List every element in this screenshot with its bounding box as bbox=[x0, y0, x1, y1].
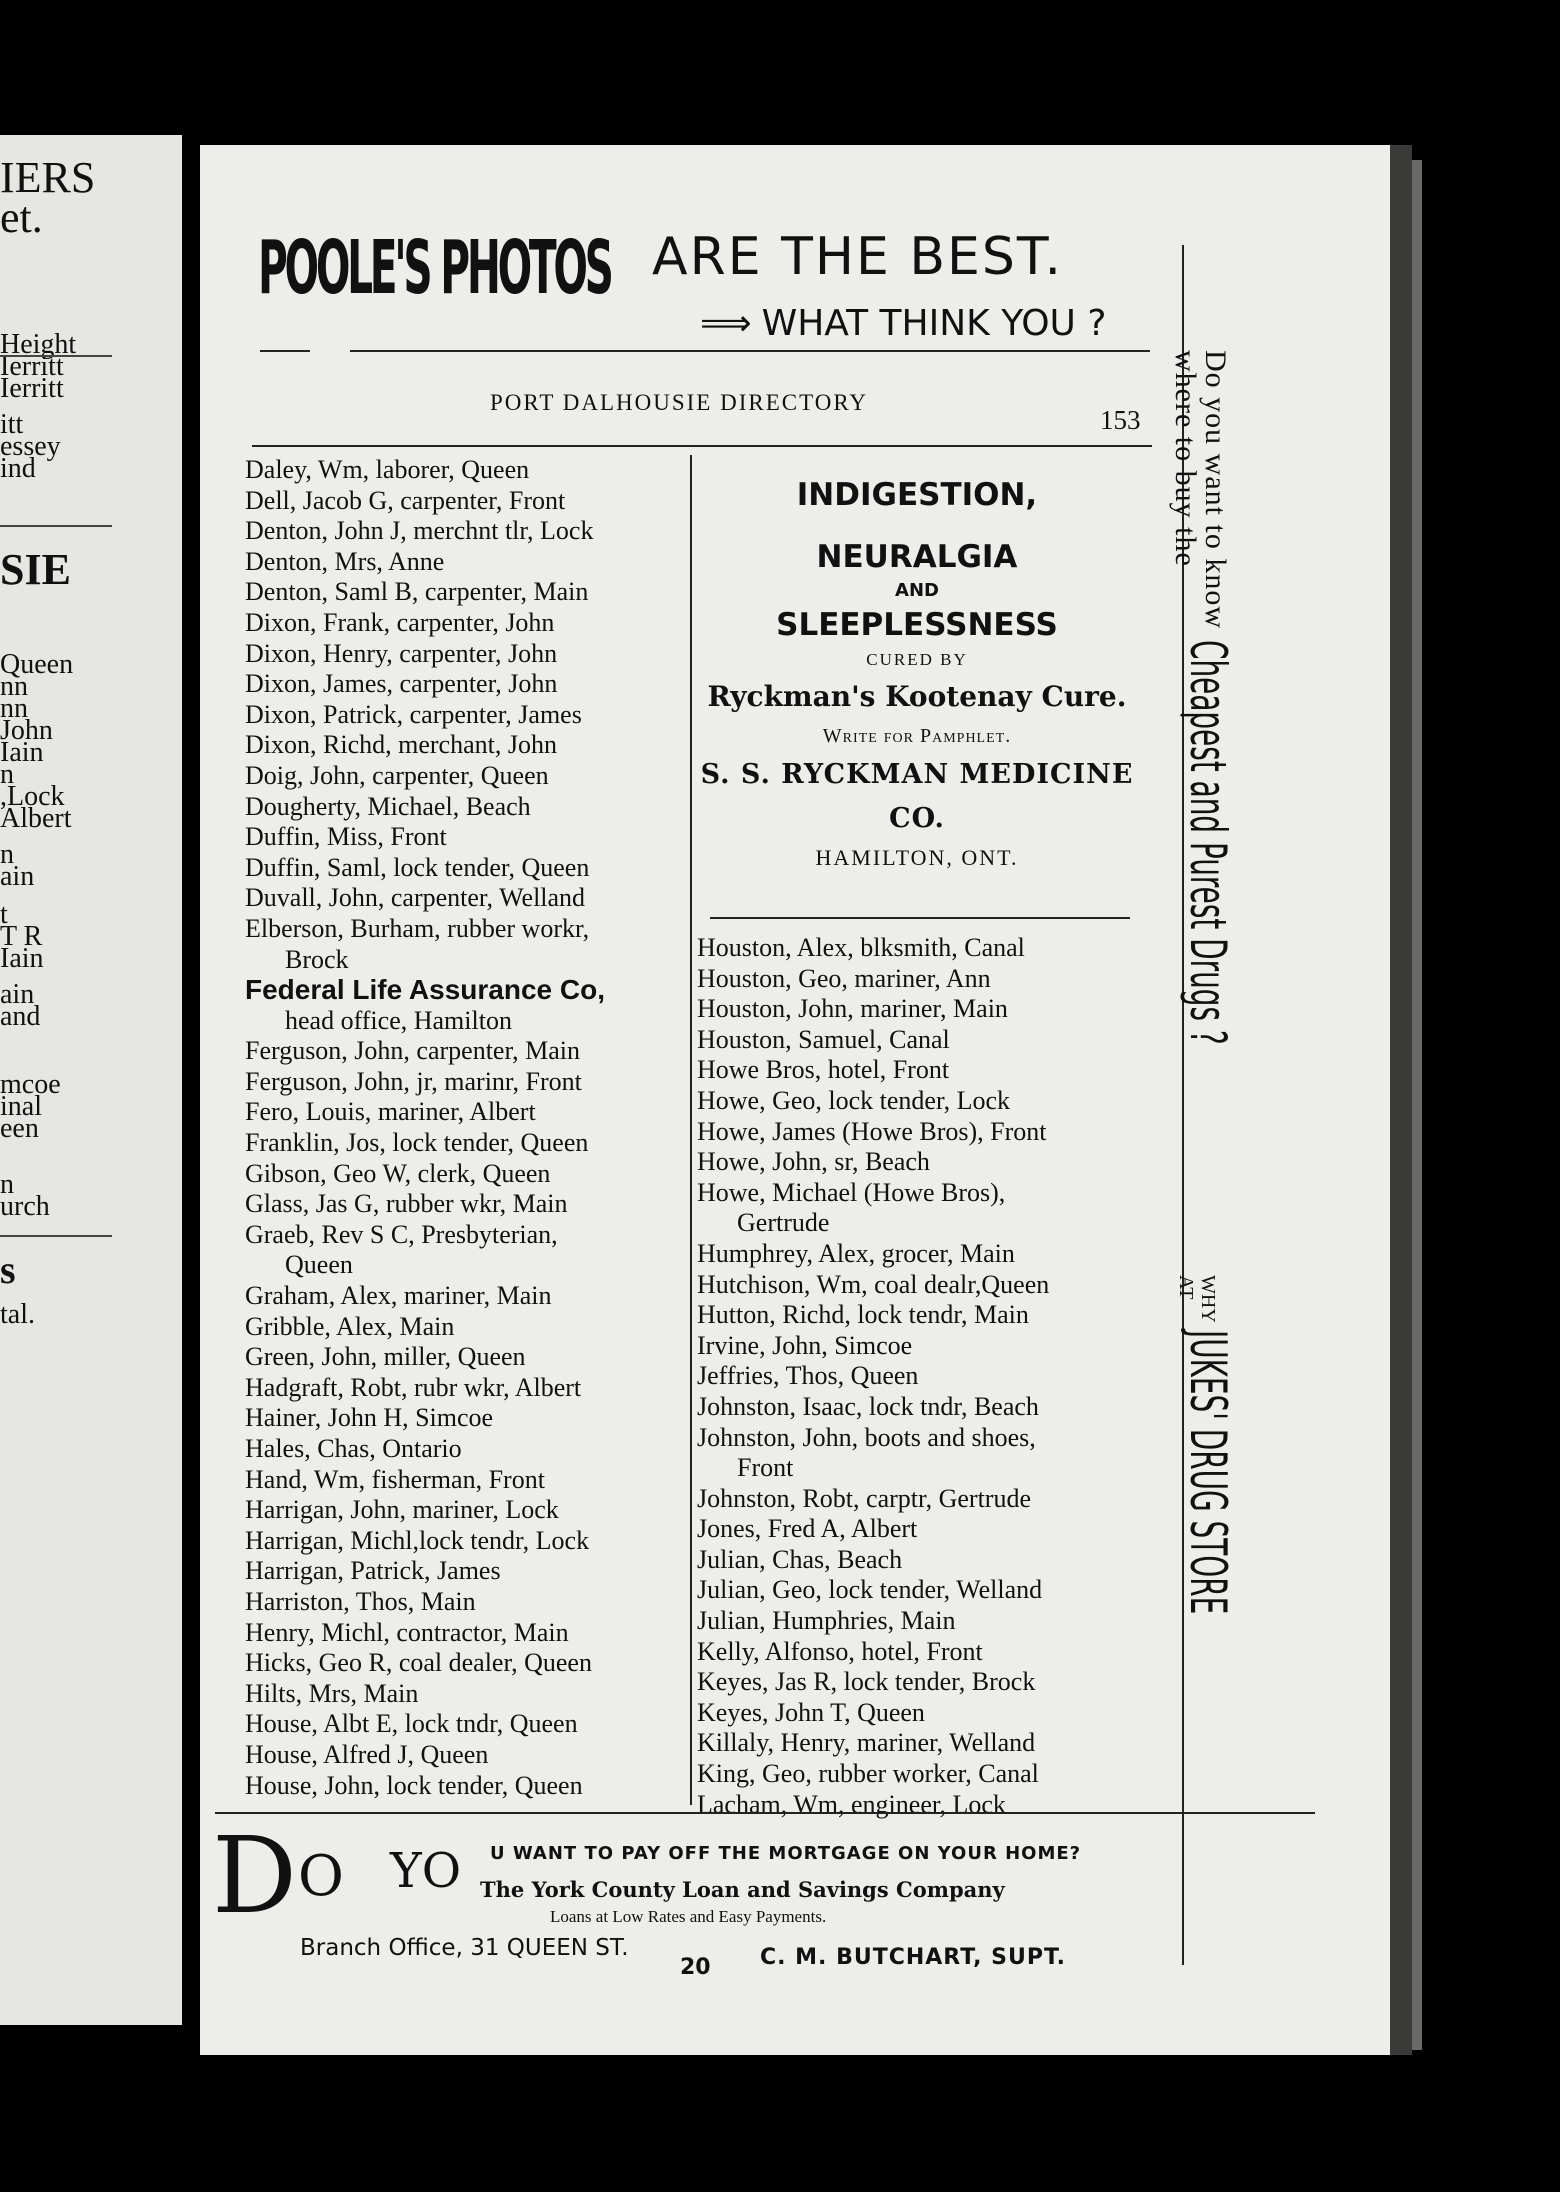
facing-page-text: Ierritt bbox=[0, 351, 64, 382]
facing-page-text: urch bbox=[0, 1191, 50, 1222]
facing-page-text: Queen bbox=[0, 649, 74, 680]
directory-entry: Keyes, John T, Queen bbox=[697, 1697, 925, 1727]
directory-entry: Julian, Chas, Beach bbox=[697, 1544, 903, 1574]
directory-entry: House, Alfred J, Queen bbox=[245, 1739, 489, 1769]
directory-entry: Federal Life Assurance Co, bbox=[245, 974, 605, 1006]
facing-page-text: essey bbox=[0, 431, 61, 462]
bottom-ad-branch: Branch Office, 31 QUEEN ST. bbox=[300, 1935, 629, 1961]
directory-entry: Hadgraft, Robt, rubr wkr, Albert bbox=[245, 1372, 582, 1402]
directory-entry: Daley, Wm, laborer, Queen bbox=[245, 455, 530, 484]
ad-and: AND bbox=[895, 580, 939, 601]
facing-page-text: ind bbox=[0, 453, 36, 484]
directory-entry: Killaly, Henry, mariner, Welland bbox=[697, 1728, 1036, 1758]
ad-indigestion: INDIGESTION, bbox=[796, 477, 1038, 513]
bottom-ad-d: D bbox=[212, 1814, 297, 1937]
directory-entry: Fero, Louis, mariner, Albert bbox=[245, 1097, 536, 1127]
directory-entry: Houston, Samuel, Canal bbox=[697, 1024, 950, 1054]
running-head: PORT DALHOUSIE DIRECTORY bbox=[490, 390, 869, 415]
directory-page bbox=[200, 145, 1390, 2055]
directory-entry: Houston, Alex, blksmith, Canal bbox=[697, 933, 1025, 962]
book-spine-edge bbox=[1412, 160, 1422, 2050]
directory-entry: Houston, Geo, mariner, Ann bbox=[697, 963, 991, 993]
directory-entry: Green, John, miller, Queen bbox=[245, 1342, 526, 1372]
divider bbox=[0, 355, 112, 357]
directory-entry: Julian, Humphries, Main bbox=[697, 1606, 956, 1636]
ad-write: Write for Pamphlet. bbox=[822, 725, 1012, 747]
facing-page-text: Albert bbox=[0, 803, 72, 834]
directory-entry: Graeb, Rev S C, Presbyterian, bbox=[245, 1219, 558, 1249]
are-the-best-heading: ARE THE BEST. bbox=[652, 227, 1063, 287]
ad-cured-by: CURED BY bbox=[866, 650, 968, 669]
jukes-drug-store-side-ad bbox=[1140, 350, 1237, 1615]
ryckman-advertisement bbox=[698, 475, 1136, 875]
facing-page-text: nn bbox=[0, 671, 28, 702]
bottom-ad-loans: Loans at Low Rates and Easy Payments. bbox=[550, 1907, 827, 1926]
facing-page-text: s bbox=[0, 1247, 16, 1292]
facing-page-text: n bbox=[0, 1169, 14, 1200]
side-ad-line3: Cheapest and Purest Drugs ? bbox=[1179, 640, 1237, 1045]
directory-entry: House, John, lock tender, Queen bbox=[245, 1770, 583, 1800]
directory-entry: Dell, Jacob G, carpenter, Front bbox=[245, 485, 566, 515]
book-spine bbox=[1390, 145, 1412, 2055]
directory-entry: Duvall, John, carpenter, Welland bbox=[245, 883, 586, 913]
directory-entry: Hutchison, Wm, coal dealr,Queen bbox=[697, 1269, 1050, 1299]
directory-entry: Keyes, Jas R, lock tender, Brock bbox=[697, 1667, 1036, 1697]
directory-entry: Denton, Saml B, carpenter, Main bbox=[245, 577, 589, 607]
facing-page-text: IERS bbox=[0, 153, 96, 202]
ad-product: Ryckman's Kootenay Cure. bbox=[707, 680, 1127, 713]
side-ad-line2: where to buy the bbox=[1169, 350, 1202, 567]
what-think-you-text: WHAT THINK YOU ? bbox=[761, 303, 1107, 344]
directory-entry: head office, Hamilton bbox=[285, 1005, 512, 1035]
ad-neuralgia: NEURALGIA bbox=[816, 539, 1018, 575]
directory-entry: Harrigan, Patrick, James bbox=[245, 1556, 501, 1586]
facing-page-fragment bbox=[0, 135, 182, 2025]
facing-page-text: mcoe bbox=[0, 1069, 61, 1100]
directory-entry: Harrigan, John, mariner, Lock bbox=[245, 1495, 559, 1525]
facing-page-text: ain bbox=[0, 861, 35, 892]
directory-entry: Houston, John, mariner, Main bbox=[697, 994, 1008, 1024]
ad-sleeplessness: SLEEPLESSNESS bbox=[776, 607, 1058, 643]
directory-entry: Ferguson, John, jr, marinr, Front bbox=[245, 1066, 582, 1096]
directory-entry: Kelly, Alfonso, hotel, Front bbox=[697, 1636, 983, 1666]
column-divider bbox=[690, 455, 692, 1805]
directory-entry: Gertrude bbox=[737, 1208, 830, 1238]
facing-page-text: John bbox=[0, 715, 53, 746]
directory-entry: House, Albt E, lock tndr, Queen bbox=[245, 1709, 578, 1739]
bottom-ad-yo: YO bbox=[390, 1843, 462, 1899]
divider bbox=[350, 350, 1150, 352]
directory-entry: Hutton, Richd, lock tendr, Main bbox=[697, 1300, 1029, 1330]
directory-entry: Howe, Geo, lock tender, Lock bbox=[697, 1085, 1011, 1115]
divider bbox=[0, 1235, 112, 1237]
directory-entry: Johnston, Isaac, lock tndr, Beach bbox=[697, 1391, 1039, 1421]
facing-page-text: Height bbox=[0, 329, 77, 360]
facing-page-text: Ierritt bbox=[0, 373, 64, 404]
directory-entry: Doig, John, carpenter, Queen bbox=[245, 760, 549, 790]
side-ad-at: AT bbox=[1175, 1275, 1197, 1300]
facing-page-text: et. bbox=[0, 193, 43, 242]
directory-entry: Franklin, Jos, lock tender, Queen bbox=[245, 1128, 589, 1158]
directory-entry: Hilts, Mrs, Main bbox=[245, 1678, 419, 1708]
directory-entry: Humphrey, Alex, grocer, Main bbox=[697, 1238, 1015, 1268]
facing-page-text: een bbox=[0, 1113, 39, 1144]
directory-entry: Jones, Fred A, Albert bbox=[697, 1514, 918, 1544]
directory-entry: Front bbox=[737, 1453, 794, 1483]
ad-city: HAMILTON, ONT. bbox=[815, 845, 1019, 870]
bottom-ad-headline: U WANT TO PAY OFF THE MORTGAGE ON YOUR HOME? bbox=[490, 1843, 1082, 1864]
side-ad-why: WHY bbox=[1197, 1275, 1219, 1323]
directory-entry: Johnston, John, boots and shoes, bbox=[697, 1422, 1036, 1452]
directory-entry: Hicks, Geo R, coal dealer, Queen bbox=[245, 1648, 592, 1678]
directory-entry: Queen bbox=[285, 1250, 353, 1280]
directory-entry: Dixon, Frank, carpenter, John bbox=[245, 607, 555, 637]
directory-entry: Hales, Chas, Ontario bbox=[245, 1434, 462, 1463]
facing-page-text: ,Lock bbox=[0, 781, 65, 812]
directory-entry: Gibson, Geo W, clerk, Queen bbox=[245, 1158, 551, 1188]
side-ad-line1: Do you want to know bbox=[1199, 350, 1232, 629]
facing-page-text: t bbox=[0, 899, 8, 930]
bottom-ad-supt: C. M. BUTCHART, SUPT. bbox=[760, 1945, 1066, 1970]
divider bbox=[260, 350, 310, 352]
directory-entry: Brock bbox=[285, 944, 349, 974]
directory-column-right bbox=[697, 933, 1137, 1820]
directory-entry: Howe, Michael (Howe Bros), bbox=[697, 1177, 1006, 1207]
divider bbox=[252, 445, 1152, 447]
directory-entry: Howe Bros, hotel, Front bbox=[697, 1055, 950, 1085]
facing-page-text: nn bbox=[0, 693, 28, 724]
side-ad-jukes: JUKES' DRUG STORE bbox=[1179, 1330, 1237, 1615]
directory-entry: Gribble, Alex, Main bbox=[245, 1311, 455, 1341]
directory-entry: Denton, John J, merchnt tlr, Lock bbox=[245, 516, 594, 546]
directory-entry: Dixon, Richd, merchant, John bbox=[245, 730, 557, 760]
page-number: 153 bbox=[1100, 405, 1141, 435]
bottom-ad-company: The York County Loan and Savings Company bbox=[480, 1877, 1005, 1902]
divider bbox=[0, 525, 112, 527]
directory-entry: Graham, Alex, mariner, Main bbox=[245, 1281, 552, 1311]
directory-entry: Harrigan, Michl,lock tendr, Lock bbox=[245, 1525, 590, 1555]
directory-entry: Harriston, Thos, Main bbox=[245, 1586, 476, 1616]
directory-entry: Dougherty, Michael, Beach bbox=[245, 791, 531, 821]
facing-page-text: tal. bbox=[0, 1299, 35, 1330]
facing-page-text: Iain bbox=[0, 943, 44, 974]
facing-page-text: SIE bbox=[0, 545, 71, 594]
directory-entry: Ferguson, John, carpenter, Main bbox=[245, 1036, 580, 1066]
directory-column-left bbox=[245, 455, 685, 1801]
york-county-loan-advertisement bbox=[200, 1815, 1200, 2015]
facing-page-text: and bbox=[0, 1001, 41, 1032]
directory-entry: Henry, Michl, contractor, Main bbox=[245, 1617, 569, 1647]
directory-entry: Jeffries, Thos, Queen bbox=[697, 1361, 919, 1391]
poole-photos-heading: POOLE'S PHOTOS bbox=[258, 225, 611, 311]
directory-entry: Howe, James (Howe Bros), Front bbox=[697, 1116, 1047, 1146]
facing-page-text: T R bbox=[0, 921, 43, 952]
facing-page-text: n bbox=[0, 839, 14, 870]
bottom-ad-signature-mark: 20 bbox=[680, 1955, 711, 1980]
directory-entry: Duffin, Saml, lock tender, Queen bbox=[245, 852, 590, 882]
directory-entry: Hainer, John H, Simcoe bbox=[245, 1403, 494, 1433]
directory-entry: Dixon, Henry, carpenter, John bbox=[245, 638, 558, 668]
directory-entry: Howe, John, sr, Beach bbox=[697, 1147, 930, 1177]
directory-entry: Elberson, Burham, rubber workr, bbox=[245, 913, 590, 943]
directory-entry: Glass, Jas G, rubber wkr, Main bbox=[245, 1189, 568, 1219]
bottom-ad-o: O bbox=[298, 1844, 344, 1909]
directory-entry: Denton, Mrs, Anne bbox=[245, 546, 445, 576]
directory-entry: Dixon, Patrick, carpenter, James bbox=[245, 699, 582, 729]
facing-page-text: Iain bbox=[0, 737, 44, 768]
divider bbox=[710, 917, 1130, 919]
directory-entry: King, Geo, rubber worker, Canal bbox=[697, 1759, 1039, 1789]
directory-entry: Hand, Wm, fisherman, Front bbox=[245, 1464, 545, 1494]
facing-page-text: n bbox=[0, 759, 14, 790]
pointing-arrow-icon: ⟹ bbox=[700, 303, 752, 344]
directory-entry: Irvine, John, Simcoe bbox=[697, 1330, 913, 1360]
facing-page-text: ain bbox=[0, 979, 35, 1010]
directory-entry: Johnston, Robt, carptr, Gertrude bbox=[697, 1483, 1032, 1513]
directory-entry: Dixon, James, carpenter, John bbox=[245, 669, 558, 699]
directory-entry: Julian, Geo, lock tender, Welland bbox=[697, 1575, 1043, 1605]
ad-company: S. S. RYCKMAN MEDICINE CO. bbox=[700, 759, 1134, 834]
directory-entry: Duffin, Miss, Front bbox=[245, 822, 447, 852]
facing-page-text: itt bbox=[0, 409, 24, 440]
divider bbox=[215, 1812, 1315, 1814]
directory-entry: Lacham, Wm, engineer, Lock bbox=[697, 1789, 1006, 1819]
what-think-you bbox=[700, 303, 1106, 344]
facing-page-text: inal bbox=[0, 1091, 42, 1122]
